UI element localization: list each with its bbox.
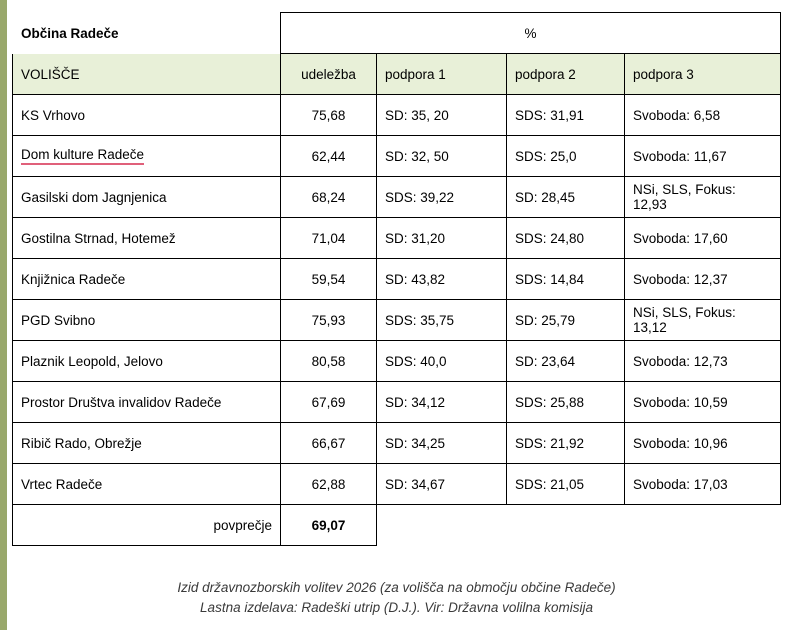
row-place: [13, 218, 281, 259]
row-support3: NSi, SLS, Fokus: 12,93: [625, 177, 781, 218]
row-place: [13, 382, 281, 423]
empty-cell: [377, 505, 507, 546]
average-label: povprečje: [13, 505, 281, 546]
table-header-row-municipality: [13, 13, 781, 54]
row-support1: SD: 35, 20: [377, 95, 507, 136]
place-label-highlighted: Dom kulture Radeče: [21, 147, 144, 165]
place-label: Ribič Rado, Obrežje: [21, 435, 142, 451]
row-support3: Svoboda: 6,58: [625, 95, 781, 136]
row-support2: SDS: 14,84: [507, 259, 625, 300]
table-header-row-columns: [13, 54, 781, 95]
row-support2: SDS: 25,0: [507, 136, 625, 177]
row-turnout: 75,93: [281, 300, 377, 341]
row-place: [13, 464, 281, 505]
row-turnout: 75,68: [281, 95, 377, 136]
row-place: [13, 177, 281, 218]
row-place: [13, 136, 281, 177]
row-place: [13, 300, 281, 341]
row-support1: SD: 34,12: [377, 382, 507, 423]
table-row: [13, 423, 781, 464]
table-footer-row-average: [13, 505, 781, 546]
table-row: [13, 136, 781, 177]
caption-line-1: Izid državnozborskih volitev 2026 (za volišča na območju občine Radeče): [177, 580, 616, 595]
row-support3: Svoboda: 17,03: [625, 464, 781, 505]
row-place: [13, 259, 281, 300]
row-support2: SDS: 24,80: [507, 218, 625, 259]
row-place: [13, 423, 281, 464]
row-turnout: 59,54: [281, 259, 377, 300]
table-row: [13, 300, 781, 341]
table-row: [13, 259, 781, 300]
table-row: [13, 464, 781, 505]
row-turnout: 71,04: [281, 218, 377, 259]
row-turnout: 66,67: [281, 423, 377, 464]
row-support1: SDS: 40,0: [377, 341, 507, 382]
place-label: KS Vrhovo: [21, 107, 86, 123]
table-row: [13, 95, 781, 136]
place-label: PGD Svibno: [21, 312, 96, 328]
row-support3: Svoboda: 10,96: [625, 423, 781, 464]
row-support1: SD: 32, 50: [377, 136, 507, 177]
empty-cell: [625, 505, 781, 546]
row-turnout: 68,24: [281, 177, 377, 218]
empty-cell: [507, 505, 625, 546]
row-turnout: 80,58: [281, 341, 377, 382]
row-support2: SDS: 31,91: [507, 95, 625, 136]
table-row: [13, 341, 781, 382]
row-support3: NSi, SLS, Fokus: 13,12: [625, 300, 781, 341]
left-accent-bar: [0, 0, 7, 630]
row-turnout: 62,44: [281, 136, 377, 177]
place-label: Knjižnica Radeče: [21, 271, 126, 287]
table-row: [13, 218, 781, 259]
row-support3: Svoboda: 11,67: [625, 136, 781, 177]
percent-header: %: [281, 13, 781, 54]
election-results-table: [12, 12, 781, 546]
place-label: Gasilski dom Jagnjenica: [21, 189, 167, 205]
column-header-turnout: udeležba: [281, 54, 377, 95]
row-turnout: 62,88: [281, 464, 377, 505]
row-support1: SDS: 39,22: [377, 177, 507, 218]
row-support1: SD: 43,82: [377, 259, 507, 300]
column-header-support3: podpora 3: [625, 54, 781, 95]
row-support1: SD: 34,25: [377, 423, 507, 464]
row-support2: SDS: 21,05: [507, 464, 625, 505]
column-header-place: VOLIŠČE: [13, 54, 281, 95]
row-place: [13, 341, 281, 382]
row-support3: Svoboda: 12,37: [625, 259, 781, 300]
row-support3: Svoboda: 17,60: [625, 218, 781, 259]
place-label: Gostilna Strnad, Hotemež: [21, 230, 176, 246]
table-row: [13, 177, 781, 218]
row-support3: Svoboda: 10,59: [625, 382, 781, 423]
place-label: Prostor Društva invalidov Radeče: [21, 394, 222, 410]
row-support3: Svoboda: 12,73: [625, 341, 781, 382]
place-label: Plaznik Leopold, Jelovo: [21, 353, 163, 369]
average-value: 69,07: [281, 505, 377, 546]
row-support2: SD: 23,64: [507, 341, 625, 382]
row-support1: SDS: 35,75: [377, 300, 507, 341]
row-place: [13, 95, 281, 136]
municipality-title: Občina Radeče: [13, 13, 281, 54]
column-header-support2: podpora 2: [507, 54, 625, 95]
row-support1: SD: 34,67: [377, 464, 507, 505]
row-support2: SD: 28,45: [507, 177, 625, 218]
place-label: Vrtec Radeče: [21, 476, 103, 492]
column-header-support1: podpora 1: [377, 54, 507, 95]
row-support2: SDS: 25,88: [507, 382, 625, 423]
row-support1: SD: 31,20: [377, 218, 507, 259]
results-table-wrapper: [12, 12, 780, 546]
row-turnout: 67,69: [281, 382, 377, 423]
caption-block: [0, 578, 793, 618]
caption-line-2: Lastna izdelava: Radeški utrip (D.J.). Vir: Državna volilna komisija: [200, 600, 593, 615]
row-support2: SDS: 21,92: [507, 423, 625, 464]
row-support2: SD: 25,79: [507, 300, 625, 341]
table-row: [13, 382, 781, 423]
